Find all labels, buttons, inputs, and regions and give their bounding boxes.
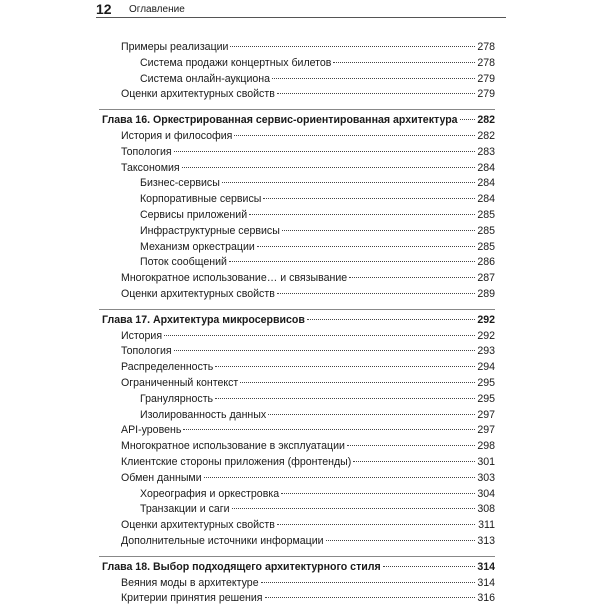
toc-entry-page: 279 — [477, 72, 495, 85]
dot-leader — [222, 182, 475, 183]
toc-entry-title: Оценки архитектурных свойств — [121, 88, 275, 101]
toc-entry[interactable] — [99, 240, 495, 256]
dot-leader — [281, 493, 475, 494]
toc-entry-page: 303 — [477, 471, 495, 484]
toc-entry-page: 316 — [477, 592, 495, 605]
dot-leader — [383, 566, 475, 567]
chapter-separator — [99, 309, 495, 310]
toc-entry-title: Дополнительные источники информации — [121, 534, 324, 547]
toc-entry-page: 311 — [478, 519, 495, 532]
toc-entry-page: 295 — [477, 376, 495, 389]
toc-entry[interactable] — [99, 329, 495, 345]
toc-entry-page: 285 — [477, 208, 495, 221]
toc-entry-title: Топология — [121, 345, 172, 358]
toc-entry-title: Система онлайн-аукциона — [140, 72, 271, 85]
dot-leader — [326, 540, 475, 541]
toc-entry[interactable] — [99, 145, 495, 161]
dot-leader — [460, 119, 475, 120]
toc-entry-title: Хореография и оркестровка — [140, 487, 280, 500]
dot-leader — [249, 214, 475, 215]
toc-entry-page: 284 — [477, 193, 495, 206]
dot-leader — [234, 135, 475, 136]
toc-entry[interactable] — [99, 176, 495, 192]
dot-leader — [215, 366, 475, 367]
toc-entry-title: Сервисы приложений — [140, 208, 248, 221]
toc-entry-page: 282 — [477, 114, 495, 127]
dot-leader — [183, 429, 475, 430]
toc-entry-title: Клиентские стороны приложения (фронтенды) — [121, 455, 352, 468]
toc-entry-title: Примеры реализации — [121, 41, 229, 53]
toc-entry[interactable] — [99, 439, 495, 455]
toc-entry-page: 278 — [477, 56, 495, 69]
toc-entry-page: 287 — [477, 272, 495, 285]
toc-entry-title: Многократное использование в эксплуатации — [121, 440, 345, 453]
toc-entry-title: Корпоративные сервисы — [140, 193, 262, 206]
toc-entry[interactable] — [99, 376, 495, 392]
toc-entry-title: Транзакции и саги — [140, 503, 230, 516]
toc-entry[interactable] — [99, 518, 495, 534]
toc-entry[interactable] — [99, 392, 495, 408]
table-of-contents — [99, 40, 495, 607]
toc-entry-title: Веяния моды в архитектуре — [121, 576, 259, 589]
dot-leader — [277, 293, 475, 294]
toc-entry-page: 308 — [477, 503, 495, 516]
toc-entry[interactable] — [99, 408, 495, 424]
toc-entry-page: 294 — [477, 361, 495, 374]
toc-entry-page: 278 — [477, 41, 495, 53]
toc-entry[interactable] — [99, 161, 495, 177]
toc-entry-title: Глава 16. Оркестрированная сервис-ориентированная архитектура — [102, 114, 458, 127]
toc-entry[interactable] — [99, 271, 495, 287]
toc-entry[interactable] — [99, 87, 495, 103]
toc-entry-page: 298 — [477, 440, 495, 453]
toc-entry[interactable] — [99, 129, 495, 145]
toc-chapter-entry[interactable] — [99, 313, 495, 329]
dot-leader — [182, 167, 475, 168]
dot-leader — [174, 350, 475, 351]
toc-entry-page: 293 — [477, 345, 495, 358]
toc-entry[interactable] — [99, 255, 495, 271]
header-rule — [96, 17, 506, 18]
toc-entry-page: 301 — [477, 455, 495, 468]
toc-entry[interactable] — [99, 40, 495, 56]
toc-entry-title: API-уровень — [121, 424, 182, 437]
toc-entry-title: Изолированность данных — [140, 408, 267, 421]
toc-entry-page: 313 — [477, 534, 495, 547]
toc-entry-title: Гранулярность — [140, 392, 214, 405]
toc-entry[interactable] — [99, 287, 495, 303]
page-number: 12 — [96, 1, 112, 17]
chapter-separator — [99, 109, 495, 110]
toc-entry[interactable] — [99, 471, 495, 487]
toc-entry-title: История и философия — [121, 129, 233, 142]
toc-entry[interactable] — [99, 72, 495, 88]
toc-entry[interactable] — [99, 576, 495, 592]
dot-leader — [204, 477, 475, 478]
dot-leader — [349, 277, 475, 278]
dot-leader — [232, 508, 475, 509]
toc-entry-title: Обмен данными — [121, 471, 202, 484]
dot-leader — [215, 398, 475, 399]
dot-leader — [261, 582, 475, 583]
dot-leader — [164, 335, 475, 336]
toc-entry-title: Бизнес-сервисы — [140, 177, 220, 190]
toc-entry-title: Глава 17. Архитектура микросервисов — [102, 313, 305, 326]
toc-entry-page: 283 — [477, 145, 495, 158]
toc-entry-title: Поток сообщений — [140, 256, 227, 269]
toc-entry-page: 295 — [477, 392, 495, 405]
toc-entry[interactable] — [99, 423, 495, 439]
dot-leader — [277, 93, 475, 94]
toc-entry-title: Глава 18. Выбор подходящего архитектурного стиля — [102, 560, 381, 573]
chapter-separator — [99, 556, 495, 557]
toc-entry-page: 285 — [477, 224, 495, 237]
toc-entry[interactable] — [99, 344, 495, 360]
toc-entry-page: 314 — [477, 576, 495, 589]
dot-leader — [230, 46, 475, 47]
toc-entry-title: Ограниченный контекст — [121, 376, 239, 389]
toc-entry-page: 289 — [477, 287, 495, 300]
toc-entry[interactable] — [99, 591, 495, 607]
running-title: Оглавление — [129, 4, 185, 15]
toc-entry[interactable] — [99, 208, 495, 224]
toc-entry-title: Топология — [121, 145, 172, 158]
toc-entry-page: 286 — [477, 256, 495, 269]
toc-entry-title: Оценки архитектурных свойств — [121, 287, 275, 300]
toc-entry[interactable] — [99, 487, 495, 503]
dot-leader — [282, 230, 475, 231]
toc-entry-title: Многократное использование… и связывание — [121, 272, 348, 285]
dot-leader — [353, 461, 475, 462]
toc-entry[interactable] — [99, 360, 495, 376]
dot-leader — [277, 524, 475, 525]
dot-leader — [347, 445, 475, 446]
toc-entry-page: 284 — [477, 161, 495, 174]
toc-entry[interactable] — [99, 502, 495, 518]
dot-leader — [263, 198, 475, 199]
toc-entry-page: 292 — [477, 313, 495, 326]
toc-entry-page: 297 — [477, 424, 495, 437]
dot-leader — [257, 246, 475, 247]
dot-leader — [229, 261, 475, 262]
dot-leader — [174, 151, 475, 152]
dot-leader — [333, 62, 475, 63]
toc-entry-title: Таксономия — [121, 161, 180, 174]
dot-leader — [272, 78, 475, 79]
toc-entry-page: 285 — [477, 240, 495, 253]
page-header — [96, 0, 506, 18]
toc-entry-title: Распределенность — [121, 361, 214, 374]
toc-entry-page: 314 — [477, 560, 495, 573]
toc-entry-page: 304 — [477, 487, 495, 500]
dot-leader — [307, 319, 475, 320]
toc-entry-title: История — [121, 329, 163, 342]
toc-entry-title: Оценки архитектурных свойств — [121, 519, 275, 532]
dot-leader — [240, 382, 475, 383]
toc-entry-page: 284 — [477, 177, 495, 190]
toc-entry-title: Инфраструктурные сервисы — [140, 224, 280, 237]
toc-entry[interactable] — [99, 534, 495, 550]
toc-entry-page: 279 — [477, 88, 495, 101]
dot-leader — [268, 414, 475, 415]
toc-entry[interactable] — [99, 56, 495, 72]
toc-entry[interactable] — [99, 192, 495, 208]
dot-leader — [265, 597, 475, 598]
toc-entry-title: Механизм оркестрации — [140, 240, 255, 253]
toc-entry-title: Система продажи концертных билетов — [140, 56, 332, 69]
toc-entry[interactable] — [99, 224, 495, 240]
toc-chapter-entry[interactable] — [99, 560, 495, 576]
toc-entry-page: 297 — [477, 408, 495, 421]
toc-chapter-entry[interactable] — [99, 113, 495, 129]
toc-entry-title: Критерии принятия решения — [121, 592, 263, 605]
toc-entry-page: 282 — [477, 129, 495, 142]
toc-entry[interactable] — [99, 455, 495, 471]
toc-entry-page: 292 — [477, 329, 495, 342]
